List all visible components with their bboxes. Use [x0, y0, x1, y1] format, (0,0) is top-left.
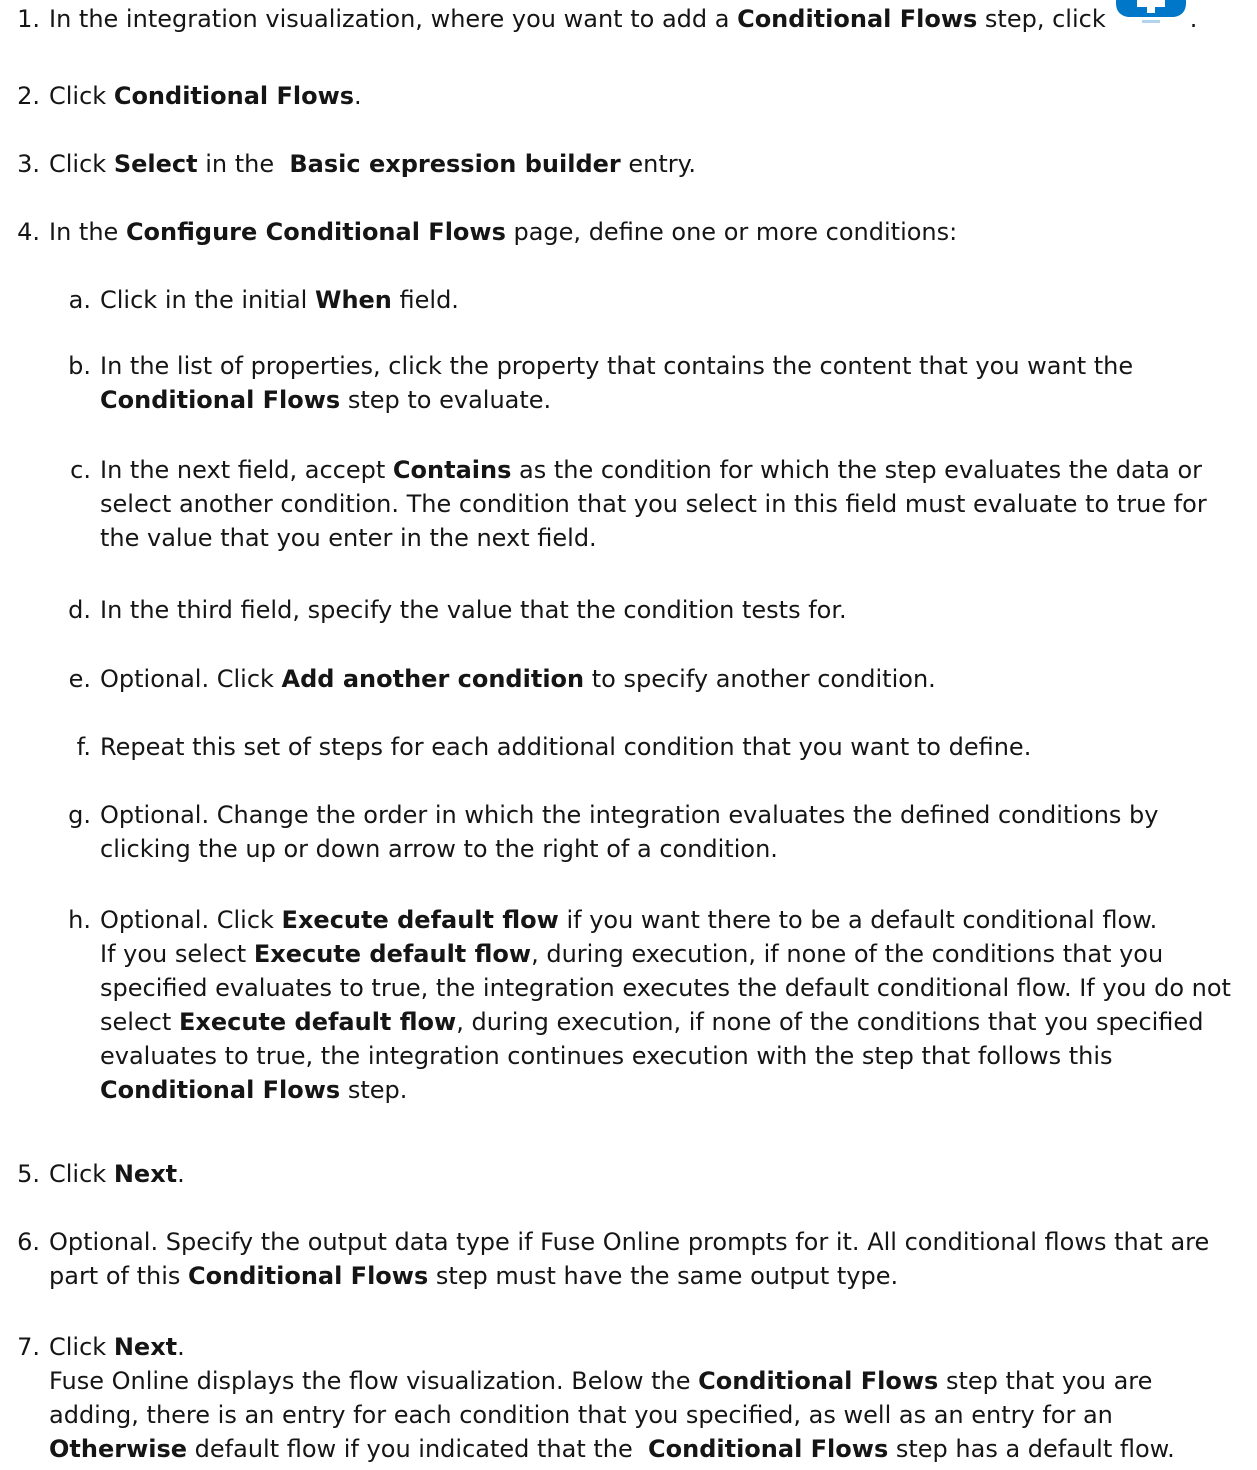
ui-term: Add another condition [281, 665, 585, 693]
substep-letter: f. [76, 733, 91, 761]
step-text: In the integration visualization, where you want to add a Conditional Flows step, click . [49, 2, 1249, 36]
ui-term: Contains [392, 456, 512, 484]
ui-term: Execute default flow [178, 1008, 457, 1036]
substep-letter: h. [68, 906, 91, 934]
substep-text: In the next field, accept Contains as the condition for which the step evaluates the data or select another condition. The condition that you select in this field must evaluate to true for the value that you enter in the next field. [100, 456, 1207, 552]
step-text: Click Select in the Basic expression builder entry. [49, 150, 697, 178]
substep-letter: a. [68, 286, 91, 314]
step-number: 4. [17, 218, 40, 246]
step-number: 3. [17, 150, 40, 178]
ui-term: Conditional Flows [188, 1262, 429, 1290]
ui-term: Execute default flow [281, 906, 559, 934]
step-text: Click Next. [49, 1160, 185, 1188]
ui-term: Next [113, 1333, 178, 1361]
substep-letter: b. [68, 352, 91, 380]
ui-term: Basic expression builder [289, 150, 621, 178]
ui-term: Conditional Flows [113, 82, 355, 110]
ui-term: Conditional Flows [698, 1367, 939, 1395]
step-text: In the Configure Conditional Flows page, define one or more conditions: [49, 218, 958, 246]
ui-term: Next [113, 1160, 178, 1188]
plus-icon[interactable] [1116, 0, 1186, 27]
substep-letter: c. [70, 456, 91, 484]
substep-text: Optional. Click Execute default flow if you want there to be a default conditional flow. If you select Execute default flow, during execution, if none of the conditions that you specified evaluates to true, the integration executes the default conditional flow. If you do not select Execute default flow, during execution, if none of the conditions that you specified evaluates to true, the integration continues execution with the step that follows this Conditional Flows step. [100, 906, 1231, 1104]
step-text: Optional. Specify the output data type if Fuse Online prompts for it. All conditional flows that are part of this Conditional Flows step must have the same output type. [49, 1228, 1210, 1290]
ui-term: Otherwise [49, 1435, 188, 1463]
ui-term: When [314, 286, 392, 314]
ui-term: Conditional Flows [648, 1435, 889, 1463]
ui-term: Conditional Flows [100, 1076, 341, 1104]
step-text: Click Conditional Flows. [49, 82, 362, 110]
substep-letter: e. [68, 665, 91, 693]
substep-text: Repeat this set of steps for each additional condition that you want to define. [100, 733, 1032, 761]
step-text: Click Next. Fuse Online displays the flow visualization. Below the Conditional Flows step that you are adding, there is an entry for each condition that you specified, as well as an entry for an Otherwise default flow if you indicated that the Conditional Flows step has a default flow. [49, 1333, 1175, 1463]
ui-term: Conditional Flows [100, 386, 341, 414]
substep-text: Click in the initial When field. [100, 286, 459, 314]
step-number: 1. [17, 5, 40, 33]
step-number: 7. [17, 1333, 40, 1361]
substep-text: In the third field, specify the value that the condition tests for. [100, 596, 847, 624]
ui-term: Conditional Flows [737, 5, 978, 33]
step-number: 5. [17, 1160, 40, 1188]
ui-term: Execute default flow [253, 940, 532, 968]
ui-term: Select [113, 150, 198, 178]
substep-text: Optional. Change the order in which the integration evaluates the defined conditions by clicking the up or down arrow to the right of a condition. [100, 801, 1159, 863]
substep-letter: g. [68, 801, 91, 829]
substep-letter: d. [68, 596, 91, 624]
step-number: 6. [17, 1228, 40, 1256]
step-number: 2. [17, 82, 40, 110]
substep-text: In the list of properties, click the property that contains the content that you want the Conditional Flows step to evaluate. [100, 352, 1134, 414]
substep-text: Optional. Click Add another condition to specify another condition. [100, 665, 936, 693]
ui-term: Configure Conditional Flows [125, 218, 506, 246]
